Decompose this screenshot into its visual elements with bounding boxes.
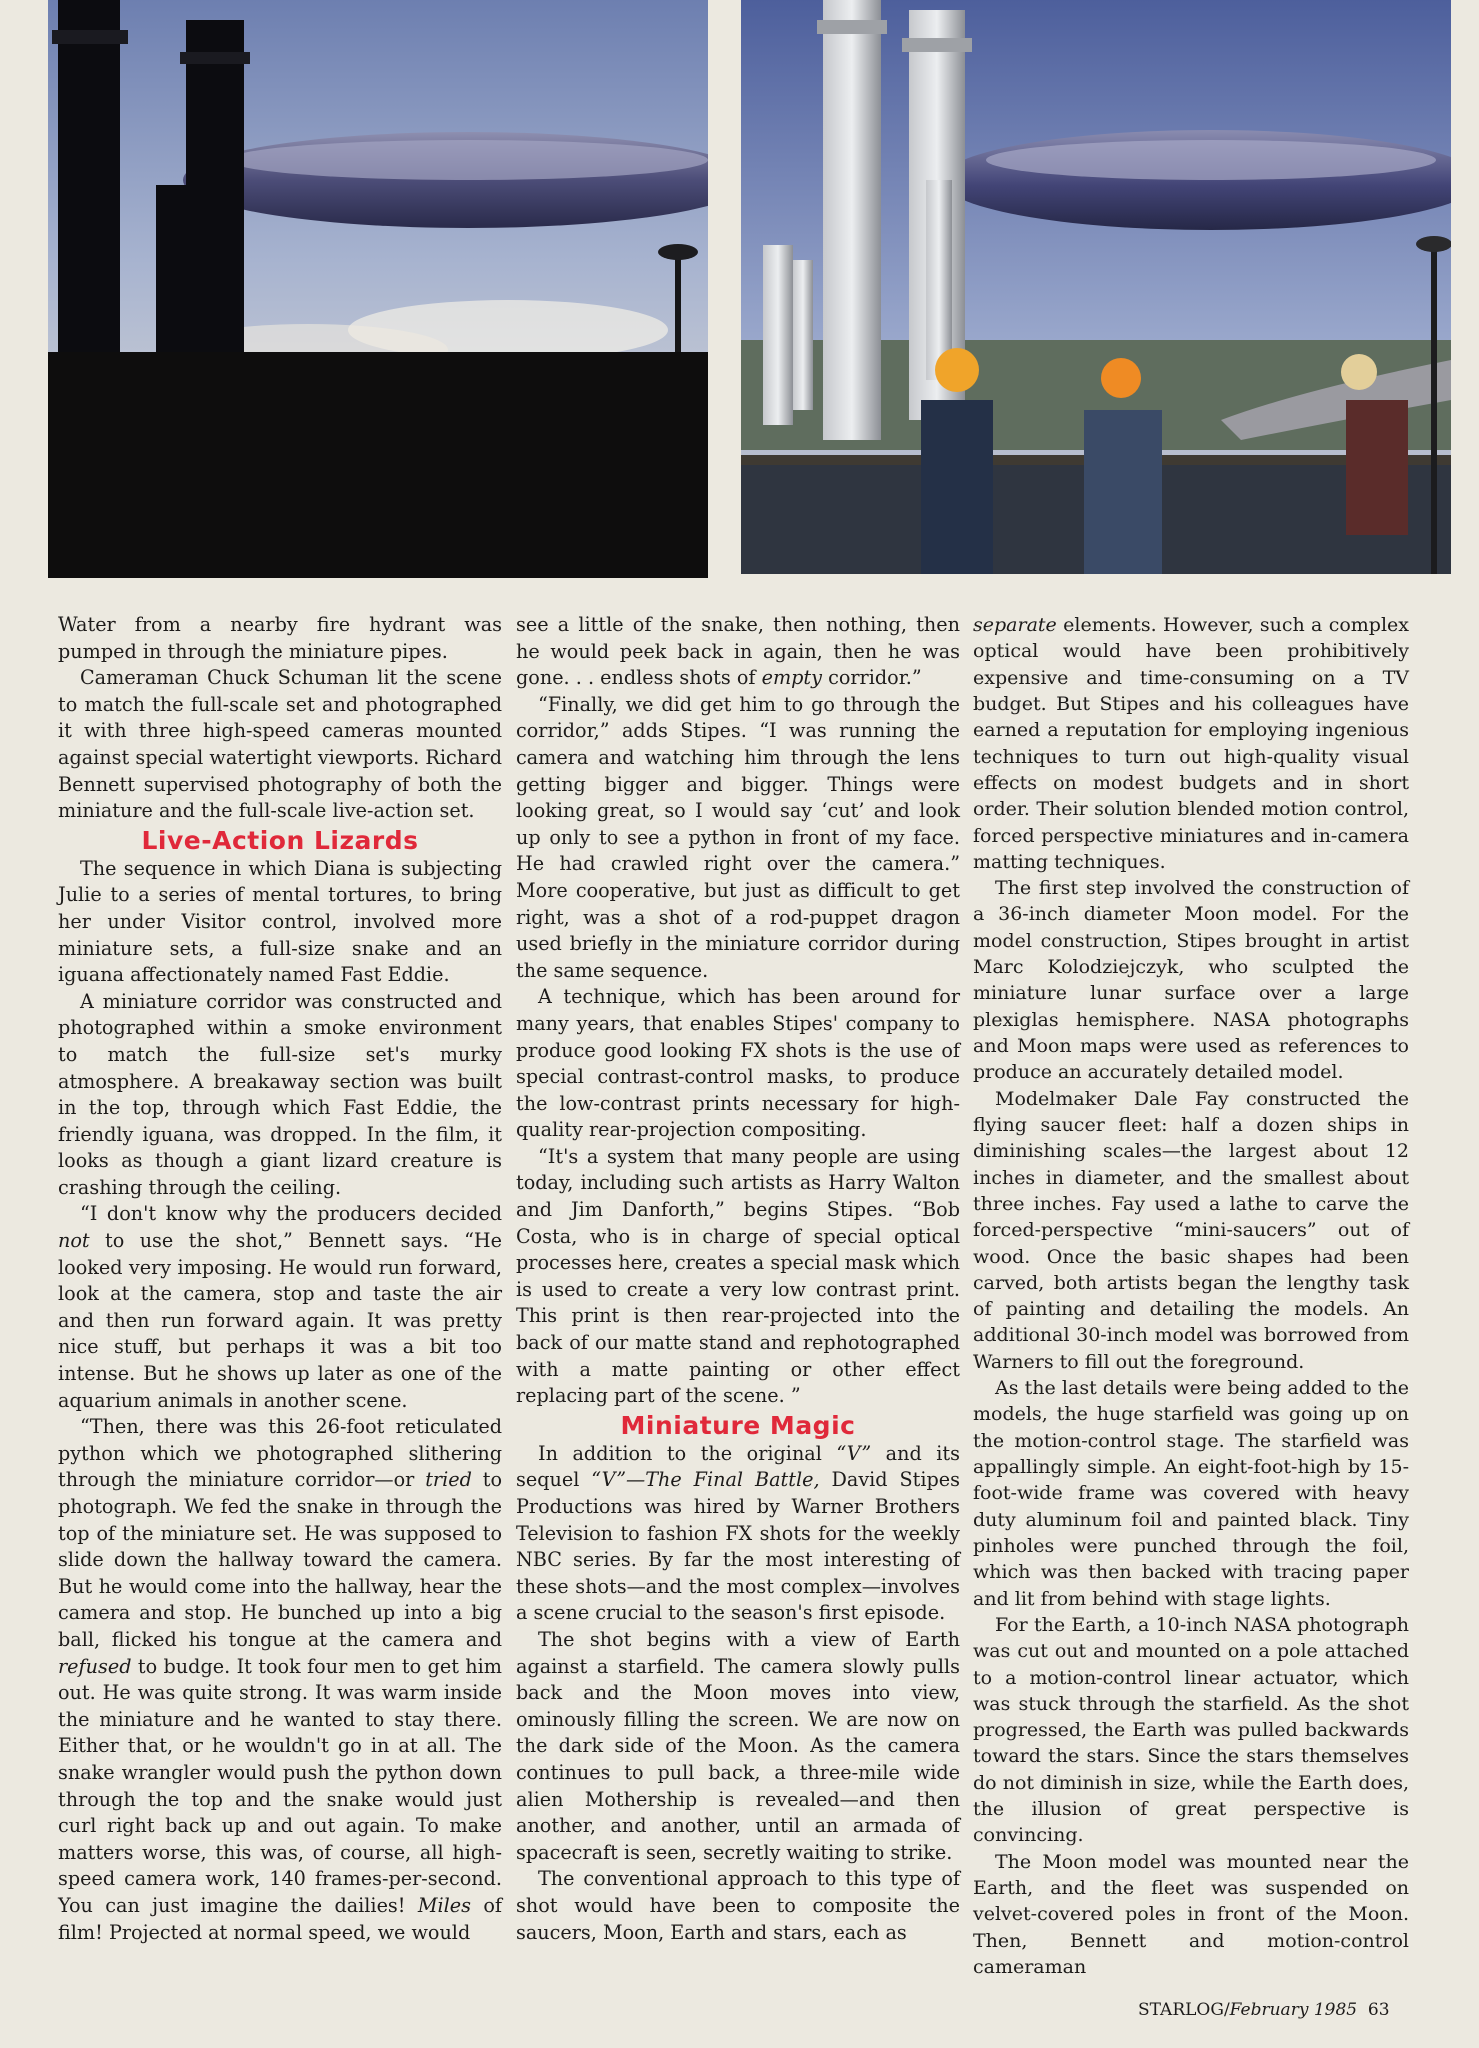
paragraph (516, 1441, 960, 1627)
emphasis: empty (761, 666, 822, 690)
text-run: of film! Projected at normal speed, we would (58, 1893, 502, 1944)
emphasis: separate (973, 614, 1057, 636)
magazine-name: STARLOG/ (1138, 2000, 1230, 2020)
paragraph: As the last details were being added to the models, the huge starfield was going up on the motion-control stage. The starfield was appallingly simple. An eight-foot-high by 15-foot-wide frame was covered with heavy duty aluminum foil and painted black. Tiny pinholes were punched through the foil, which was then backed with tracing paper and lit from behind with stage lights. (973, 1377, 1409, 1610)
emphasis: “V” (836, 1441, 872, 1465)
paragraph: The sequence in which Diana is subjecting Julie to a series of mental tortures, to bring her under Visitor control, involved more miniature sets, a full-size snake and an iguana affectionately named Fast Eddie. (58, 856, 502, 987)
subheading-miniature-magic: Miniature Magic (620, 1410, 856, 1440)
paragraph (516, 612, 960, 692)
emphasis: not (58, 1229, 90, 1253)
text-run: to budge. It took four men to get him out. He was quite strong. It was warm inside the miniature and he wanted to stay there. Either that, or he wouldn't go in at all. The snake wrangler would push the python down through the top and the snake would just curl right back up and out again. To make matters worse, this was, of course, all high-speed camera work, 140 frames-per-second. You can just imagine the dailies! (58, 1654, 502, 1917)
issue-date: February 1985 (1229, 2000, 1358, 2020)
photo-saucer-power-plant (741, 0, 1451, 574)
emphasis: Miles (417, 1893, 471, 1917)
photo-saucer-silhouette (48, 0, 708, 578)
paragraph: The first step involved the construction of a 36-inch diameter Moon model. For the model construction, Stipes brought in artist Marc Kolodziejczyk, who sculpted the miniature lunar surface over a large plexiglas hemisphere. NASA photographs and Moon maps were used as references to produce an accurately detailed model. (973, 877, 1409, 1084)
text-run: and its sequel (516, 1441, 960, 1492)
paragraph: Water from a nearby fire hydrant was pumped in through the miniature pipes. (58, 613, 502, 663)
paragraph: A technique, which has been around for many years, that enables Stipes' company to produce good looking FX shots is the use of special contrast-control masks, to produce the low-contrast prints necessary for high-quality rear-projection compositing. (516, 985, 960, 1142)
paragraph: For the Earth, a 10-inch NASA photograph was cut out and mounted on a pole attached to a motion-control linear actuator, which was stuck through the starfield. As the shot progressed, the Earth was pulled backwards toward the stars. Since the stars themselves do not diminish in size, while the Earth does, the illusion of great perspective is convincing. (973, 1613, 1409, 1847)
paragraph: A miniature corridor was constructed and photographed within a smoke environment to match the full-size set's murky atmosphere. A breakaway section was built in the top, through which Fast Eddie, the friendly iguana, was dropped. In the film, it looks as though a giant lizard creature is crashing through the ceiling. (58, 989, 502, 1199)
article-column-1 (58, 612, 502, 1946)
paragraph (58, 1201, 502, 1414)
text-run: In addition to the original (538, 1441, 837, 1465)
text-run: to use the shot,” Bennett says. “He looked very imposing. He would run forward, look at the camera, stop and taste the air and then run forward again. It was pretty nice stuff, but perhaps it was a bit too intense. But he shows up later as one of the aquarium animals in another scene. (58, 1229, 502, 1412)
text-run: to photograph. We fed the snake in through the top of the miniature set. He was supposed to slide down the hallway toward the camera. But he would come into the hallway, hear the camera and stop. He bunched up into a big ball, flicked his tongue at the camera and (58, 1468, 502, 1651)
text-run: elements. However, such a complex optical would have been prohibitively expensive and time-consuming on a TV budget. But Stipes and his colleagues have earned a reputation for employing ingenious techniques to turn out high-quality visual effects on modest budgets and in short order. Their solution blended motion control, forced perspective miniatures and in-camera matting techniques. (973, 614, 1409, 873)
paragraph: The Moon model was mounted near the Earth, and the fleet was suspended on velvet-covered poles in front of the Moon. Then, Bennett and motion-control cameraman (973, 1850, 1409, 1978)
emphasis: tried (425, 1468, 472, 1492)
emphasis: refused (58, 1654, 132, 1678)
paragraph: Cameraman Chuck Schuman lit the scene to match the full-scale set and photographed it with three high-speed cameras mounted against special watertight viewports. Richard Bennett supervised photography of both the miniature and the full-scale live-action set. (58, 666, 502, 823)
paragraph: “It's a system that many people are using today, including such artists as Harry Walton and Jim Danforth,” begins Stipes. “Bob Costa, who is in charge of special optical processes here, creates a special mask which is used to create a very low contrast print. This print is then rear-projected into the back of our matte stand and rephotographed with a matte painting or other effect replacing part of the scene. ” (516, 1144, 960, 1408)
article-column-2 (516, 612, 960, 1946)
subheading-live-action-lizards: Live-Action Lizards (141, 825, 419, 855)
paragraph: The shot begins with a view of Earth against a starfield. The camera slowly pulls back and the Moon moves into view, ominously filling the screen. We are now on the dark side of the Moon. As the camera continues to pull back, a three-mile wide alien Mothership is revealed—and then another, and another, until an armada of spacecraft is seen, secretly waiting to strike. (516, 1627, 960, 1864)
text-run: corridor.” (821, 666, 922, 690)
emphasis: “V”—The Final Battle, (591, 1468, 820, 1492)
article-column-3 (973, 612, 1409, 1980)
paragraph: “Finally, we did get him to go through the corridor,” adds Stipes. “I was running the camera and watching him through the lens getting bigger and bigger. Things were looking great, so I would say ‘cut’ and look up only to see a python in front of my face. He had crawled right over the camera.” More cooperative, but just as difficult to get right, was a shot of a rod-puppet dragon used briefly in the miniature corridor during the same sequence. (516, 692, 960, 982)
paragraph (973, 612, 1409, 875)
paragraph (58, 1414, 502, 1946)
text-run: “Then, there was this 26-foot reticulated python which we photographed slithering through the miniature corridor—or (58, 1415, 502, 1492)
page-footer (1138, 2000, 1390, 2020)
page-number: 63 (1367, 2000, 1390, 2020)
text-run: see a little of the snake, then nothing, then he would peek back in again, then he was gone. . . endless shots of (516, 613, 960, 690)
paragraph: Modelmaker Dale Fay constructed the flying saucer fleet: half a dozen ships in diminishing scales—the largest about 12 inches in diameter, and the smallest about three inches. Fay used a lathe to carve the forced-perspective “mini-saucers” out of wood. Once the basic shapes had been carved, both artists began the lengthy task of painting and detailing the models. An additional 30-inch model was borrowed from Warners to fill out the foreground. (973, 1087, 1409, 1373)
text-run: “I don't know why the producers decided (80, 1202, 502, 1226)
paragraph: The conventional approach to this type of shot would have been to composite the saucers, Moon, Earth and stars, each as (516, 1867, 960, 1944)
text-run: David Stipes Productions was hired by Warner Brothers Television to fashion FX shots for the weekly NBC series. By far the most interesting of these shots—and the most complex—involves a scene crucial to the season's first episode. (516, 1468, 961, 1625)
